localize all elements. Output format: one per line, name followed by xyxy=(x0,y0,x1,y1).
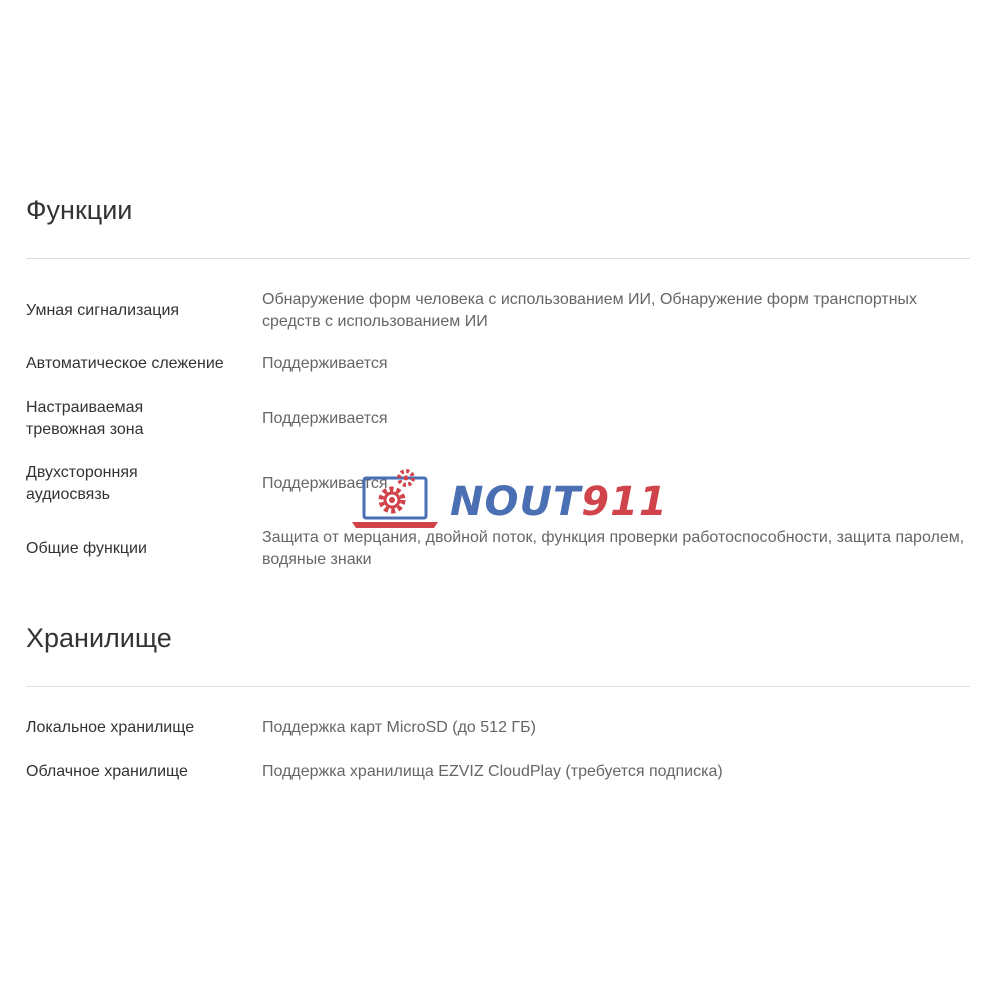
spec-label: Умная сигнализация xyxy=(26,302,180,319)
functions-section xyxy=(26,190,970,259)
spec-row-two-way-audio xyxy=(26,461,970,507)
spec-label: Общие функции xyxy=(26,540,147,557)
section-divider xyxy=(26,686,970,687)
spec-value: Поддерживается xyxy=(262,475,388,492)
spec-row-cloud-storage xyxy=(26,760,970,784)
section-divider xyxy=(26,258,970,259)
spec-value: Поддерживается xyxy=(262,355,388,372)
watermark-text-nout: NOUT xyxy=(450,479,582,525)
spec-label: Автоматическое слежение xyxy=(26,355,224,372)
spec-label: Двухсторонняя аудиосвязь xyxy=(26,464,138,503)
spec-row-auto-tracking xyxy=(26,352,970,376)
spec-row-smart-alarm xyxy=(26,288,970,334)
spec-label: Локальное хранилище xyxy=(26,719,195,736)
spec-row-local-storage xyxy=(26,716,970,740)
spec-row-alarm-zone xyxy=(26,396,970,442)
spec-value: Обнаружение форм человека с использованием ИИ, Обнаружение форм транспортных средств с использованием ИИ xyxy=(262,291,918,330)
spec-value: Поддержка карт MicroSD (до 512 ГБ) xyxy=(262,719,536,736)
section-title-functions: Функции xyxy=(26,195,133,225)
spec-row-general-functions xyxy=(26,526,970,572)
storage-section xyxy=(26,618,970,687)
watermark-text-911: 911 xyxy=(581,479,668,525)
spec-value: Поддерживается xyxy=(262,410,388,427)
spec-label: Настраиваемая тревожная зона xyxy=(26,399,144,438)
spec-label: Облачное хранилище xyxy=(26,763,188,780)
spec-value: Защита от мерцания, двойной поток, функция проверки работоспособности, защита паролем, водяные знаки xyxy=(262,529,965,568)
spec-value: Поддержка хранилища EZVIZ CloudPlay (требуется подписка) xyxy=(262,763,723,780)
section-title-storage: Хранилище xyxy=(26,623,172,653)
